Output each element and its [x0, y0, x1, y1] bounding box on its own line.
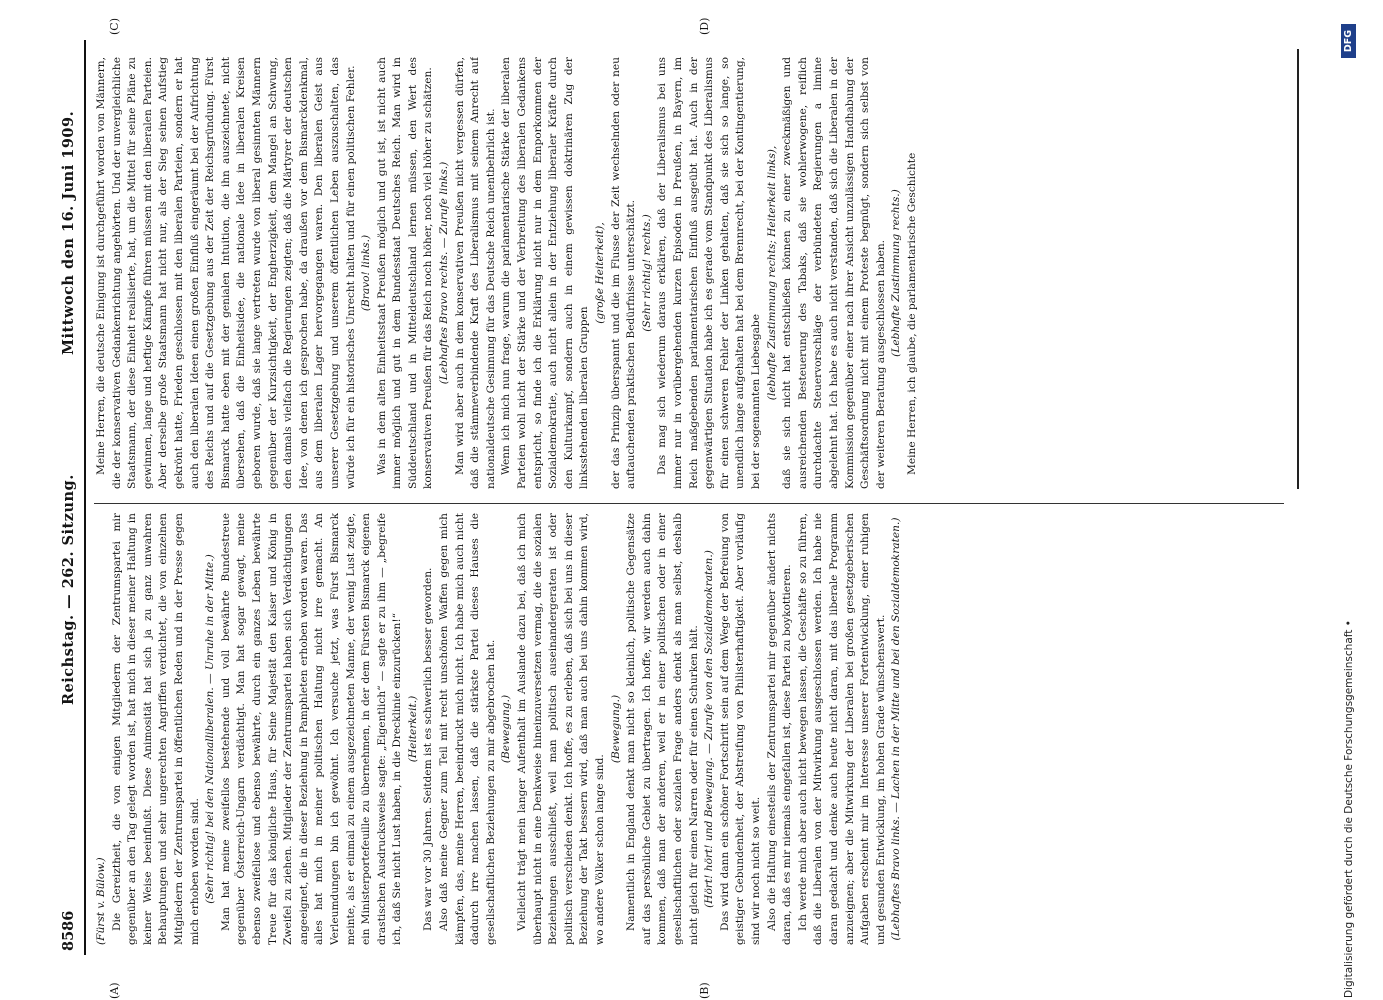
- paragraph: Man wird aber auch in dem konservativen Preußen nicht vergessen dürfen, daß die stämmeverbindende Kraft des Liberalismus mit seinem Anrecht auf nationaldeutsche Gesinnung für das Deutsche Reich unentbehrlich ist.: [453, 57, 497, 489]
- paragraph: Ich werde mich aber auch nicht bewegen lassen, die Geschäfte so zu führen, daß die Liberalen von der Mitwirkung ausgeschlossen werden. Ich habe nie daran gedacht und denke auch heute nicht daran, mit das liberale Programm anzueignen; aber die Mitwirkung der Liberalen bei großen gesetzgeberischen Aufgaben erscheint mir im Interesse unserer Fortentwicklung, einer ruhigen und gesunden Entwicklung, im hohen Grade wünschenswert.: [796, 513, 887, 945]
- paragraph: Meine Herren, ich glaube, die parlamentarische Geschichte: [905, 152, 918, 475]
- paragraph: Das mag sich wiederum daraus erklären, daß der Liberalismus bei uns immer nur in vorübergehenden kurzen Episoden in Preußen, in Bayern, im Reich maßgebenden parlamentarischen Einfluß ausgeübt hat. Auch in der gegenwärtigen Situation habe ich es gerade vom Standpunkt des Liberalismus für einen schweren Fehler der Linken gehalten, daß sie sich so lange, so unendlich lange aufgehalten hat bei dem Brennrecht, bei der Kontingentierung, bei der sogenannten Liebesgabe: [656, 57, 762, 489]
- interjection: (Bewegung.): [609, 694, 622, 764]
- interjection: (Lebhaftes Bravo links. — Lachen in der Mitte und bei den Sozialdemokraten.): [890, 517, 903, 941]
- right-column: [94, 57, 1294, 489]
- digitization-notice: [1341, 2, 1357, 998]
- paragraph: Was in dem alten Einheitsstaat Preußen möglich und gut ist, ist nicht auch immer möglich und gut in dem Bundesstaat Deutsches Reich. Man wird in Süddeutschland und in Mitteldeutschland lernen müssen, den Wert des konservativen Preußen für das Reich noch höher, noch viel höher zu schätzen.: [375, 57, 435, 489]
- interjection: (Lebhafte Zustimmung rechts.): [890, 189, 903, 357]
- interjection: (Bewegung.): [500, 694, 513, 764]
- paragraph: Das war vor 30 Jahren. Seitdem ist es schwerlich besser geworden.: [422, 567, 435, 931]
- interjection: (Sehr richtig! rechts.): [640, 214, 653, 332]
- paragraph: Also die Haltung einesteils der Zentrumspartei mir gegenüber ändert nichts daran, daß es mir niemals eingefallen ist, diese Partei zu boykottieren.: [765, 513, 794, 945]
- paragraph: Man hat meine zweifellos bestehende und voll bewährte Bundestreue gegenüber Österreich-Ungarn verdächtigt. Man hat sogar gewagt, meine ebenso zweifellose und ebenso bewährte, durch ein ganzes Leben bewährte Treue für das königliche Haus, für Seine Majestät den Kaiser und König in Zweifel zu ziehen. Mitglieder der Zentrumspartei haben sich Verdächtigungen angeeignet, die in dieser Beziehung in Pamphleten erhoben worden waren. Das alles hat mich in meiner politischen Haltung nicht irre gemacht. An Verleumdungen bin ich gewöhnt. Ich versuche jetzt, was Fürst Bismarck meinte, als er einmal zu einem ausgezeichneten Manne, der wenig Lust zeigte, ein Ministerportefeuille zu übernehmen, in der dem Fürsten Bismarck eigenen drastischen Ausdrucksweise sagte: „Eigentlich“ — sagte er zu ihm — „begreife ich, daß Sie nicht Lust haben, in die Drecklinie einzurücken!“: [219, 513, 404, 945]
- column-divider: [94, 503, 1284, 504]
- speaker-note: (Fürst v. Bülow.): [95, 857, 107, 945]
- paragraph: Also daß meine Gegner zum Teil mit recht unschönen Waffen gegen mich kämpfen, das, meine Herren, beeindruckt mich nicht. Ich habe mich auch nicht dadurch irre machen lassen, daß die stärkste Partei dieses Hauses die gesellschaftlichen Beziehungen zu mir abgebrochen hat.: [438, 513, 497, 945]
- rotated-page: [57, 17, 1322, 999]
- paragraph: Das wird dann ein schöner Fortschritt sein auf dem Wege der Befreiung von geistiger Gebundenheit, der Abstreifung von Philisterhaftigkeit. Aber vorläufig sind wir noch nicht so weit.: [718, 513, 762, 945]
- paragraph: Meine Herren, die deutsche Einigung ist durchgeführt worden von Männern, die der konservativen Gedankenrichtung angehörten. Und der unvergleichliche Staatsmann, der diese Einheit realisierte, hat, um die Mittel für seine Pläne zu gewinnen, lange und heftige Kämpfe führen müssen mit den liberalen Parteien. Aber derselbe große Staatsmann hat nicht nur, als der Sieg seinen Aufstieg gekrönt hatte, Frieden geschlossen mit den liberalen Parteien, sondern er hat auch den liberalen Ideen einen großen Einfluß eingeräumt bei der Aufrichtung des Reichs und auf die Gesetzgebung aus der Zeit der Reichsgründung. Fürst Bismarck hatte eben mit der genialen Intuition, die ihn auszeichnete, nicht übersehen, daß die Einheitsidee, die nationale Idee in liberalen Kreisen geboren wurde, daß sie lange vertreten wurde von liberal gesinnten Männern gegenüber der Kurzsichtigkeit, der Engherzigkeit, dem Mangel an Schwung, den damals vielfach die Regierungen zeigten; daß die Märtyrer der deutschen Idee, von denen ich gesprochen habe, da draußen vor dem Bismarckdenkmal, aus dem liberalen Lager hervorgegangen waren. Den liberalen Geist aus unserer Gesetzgebung und unserem öffentlichen Leben auszuschalten, das würde ich für ein historisches Unrecht halten und für einen politischen Fehler.: [95, 57, 357, 489]
- paragraph: Vielleicht trägt mein langer Aufenthalt im Auslande dazu bei, daß ich mich überhaupt nicht in eine Denkweise hineinzuversetzen vermag, die die sozialen Beziehungen ausschließt, weil man politisch auseinandergeraten ist oder politisch verschieden denkt. Ich hoffe, es zu erleben, daß sich bei uns in dieser Beziehung der Takt bessern wird, daß man auch bei uns dahin kommen wird, wo andere Völker schon lange sind.: [516, 513, 606, 945]
- running-head: [57, 40, 85, 955]
- paragraph: Namentlich in England denkt man nicht so kleinlich, politische Gegensätze auf das persönliche Gebiet zu übertragen. Ich hoffe, wir werden auch dahin kommen, daß man der anderen, weil er in einer politischen oder in einer gesellschaftlichen oder sozialen Frage anders denkt als man selbst, deshalb nicht gleich für einen Narren oder für einen Schurken hält.: [625, 513, 700, 945]
- interjection: (große Heiterkeit),: [594, 222, 606, 324]
- margin-letter-c: (C): [108, 18, 121, 35]
- closing-rule: [1297, 49, 1299, 489]
- interjection: (Sehr richtig! bei den Nationalliberalen. — Unruhe in der Mitte.): [204, 554, 217, 904]
- interjection: (Bravo! links.): [360, 234, 373, 312]
- page-number: 8586: [60, 910, 77, 951]
- interjection: (lebhafte Zustimmung rechts; Heiterkeit links),: [765, 145, 778, 401]
- interjection: (Heiterkeit.): [406, 695, 419, 763]
- paragraph-continuation: daß sie sich nicht hat entschließen können zu einer zweckmäßigen und ausreichenden Besteuerung des Tabaks, daß sie wohlerwogene, reiflich durchdachte Steuervorschläge der verbündeten Regierungen a limine abgelehnt hat. Ich habe es auch nicht verstanden, daß sich die Liberalen in der Kommission gegenüber einer nach ihrer Ansicht unzulässigen Handhabung der Geschäftsordnung nicht mit einem Proteste begnügt, sondern sich selbst von der weiteren Beratung ausgeschlossen haben.: [781, 57, 887, 489]
- header-rule: [84, 40, 86, 955]
- page-date: Mittwoch den 16. Juni 1909.: [60, 110, 77, 355]
- digitization-text: Digitalisierung gefördert durch die Deutsche Forschungsgemeinschaft •: [1343, 620, 1355, 998]
- paragraph: Wenn ich mich nun frage, warum die parlamentarische Stärke der liberalen Parteien wohl nicht der Stärke und der Verbreitung des liberalen Gedankens entspricht, so finde ich die Erklärung nicht nur in dem Emporkommen der Sozialdemokratie, auch nicht allein in der Entziehung liberaler Kräfte durch den Kulturkampf, sondern auch in einem gewissen doktrinären Zug der linksstehenden liberalen Gruppen: [500, 57, 591, 489]
- paragraph-continuation: der das Prinzip überspannt und die im Flusse der Zeit wechselnden oder neu auftauchenden praktischen Bedürfnisse unterschätzt.: [609, 57, 638, 489]
- dfg-logo: DFG: [1341, 24, 1356, 58]
- margin-letter-a: (A): [108, 982, 121, 999]
- margin-letter-b: (B): [698, 982, 711, 999]
- interjection: (Lebhaftes Bravo rechts. — Zurufe links.): [438, 161, 451, 385]
- paragraph: Die Gereiztheit, die von einigen Mitgliedern der Zentrumspartei mir gegenüber an den Tag gelegt worden ist, hat mich in dieser meiner Haltung in keiner Weise beeinflußt. Diese Animosität hat sich ja zu ganz unwahren Behauptungen und sehr ungerechten Angriffen verdichtet, die von einzelnen Mitgliedern der Zentrumspartei in öffentlichen Reden und in der Presse gegen mich erhoben worden sind.: [110, 513, 201, 945]
- left-column: [94, 513, 1294, 945]
- running-title: Reichstag. — 262. Sitzung.: [60, 474, 77, 705]
- interjection: (Hört! hört! und Bewegung. — Zurufe von den Sozialdemokraten.): [703, 550, 716, 908]
- margin-letter-d: (D): [698, 17, 711, 35]
